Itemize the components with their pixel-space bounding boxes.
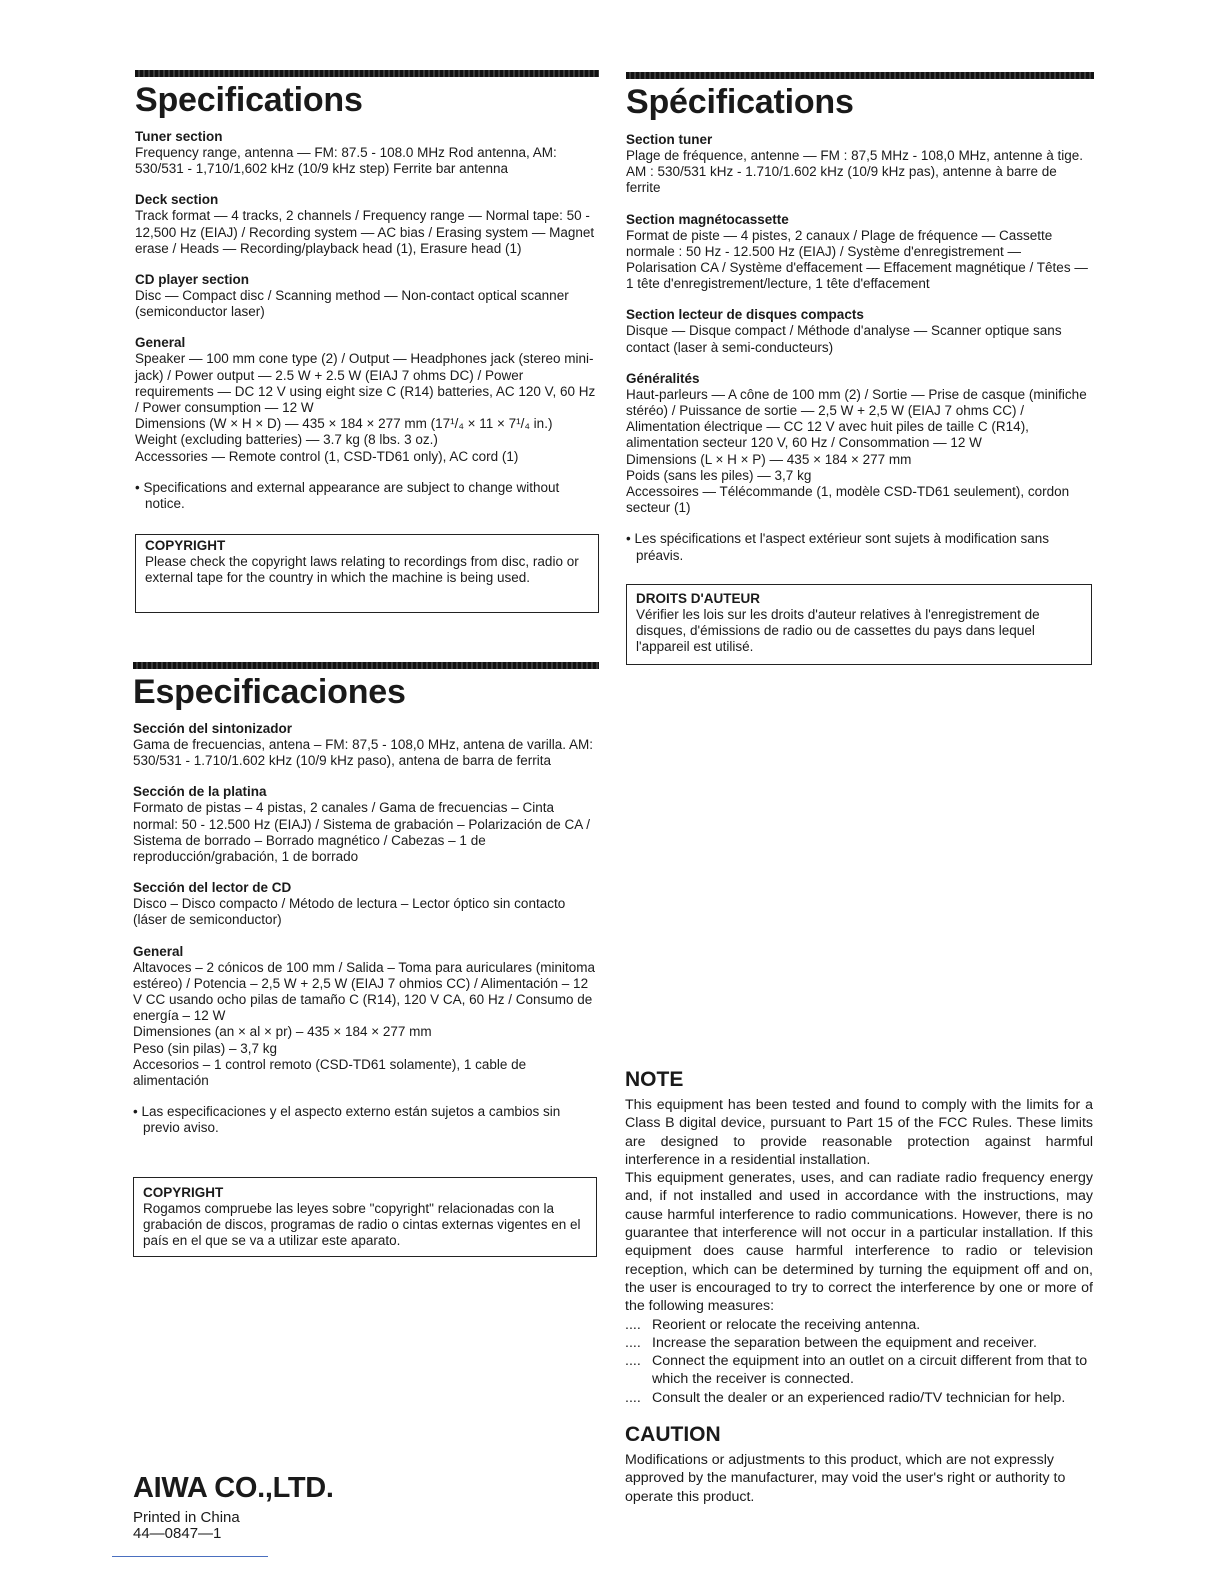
measure-item (625, 1334, 1093, 1352)
general-dimensions: Dimensions (W × H × D) — 435 × 184 × 277 mm (17¹/₄ × 11 × 7¹/₄ in.) (135, 416, 553, 432)
footer-line (112, 1556, 268, 1557)
document-code: 44—0847—1 (133, 1525, 222, 1542)
copyright-text: Rogamos compruebe las leyes sobre "copyright" relacionadas con la grabación de discos, programas de radio o cintas externas vigentes en el país en el que se va a utilizar este aparato. (143, 1201, 581, 1249)
note-paragraph-2: This equipment generates, uses, and can radiate radio frequency energy and, if not installed and used in accordance with the instructions, may cause harmful interference to radio communications. However, there is no guarantee that interference will not occur in a particular installation. If this equipment does cause harmful interference to radio or television reception, which can be determined by turning the equipment off and on, the user is encouraged to try to correct the interference by one or more of the following measures: (625, 1170, 1093, 1315)
fcc-note (625, 1068, 1093, 1506)
measure-dots: .... (625, 1353, 641, 1370)
printed-in: Printed in China (133, 1509, 240, 1526)
general-heading: General (133, 943, 184, 959)
general-dimensions: Dimensiones (an × al × pr) – 435 × 184 × 277 mm (133, 1024, 432, 1040)
measure-text: Increase the separation between the equipment and receiver. (652, 1334, 1037, 1351)
tuner-heading: Section tuner (626, 132, 713, 147)
measure-text: Connect the equipment into an outlet on a circuit different from that to which the receiver is connected. (652, 1353, 1088, 1388)
french-specifications (626, 72, 1094, 564)
cd-heading: CD player section (135, 272, 250, 288)
cd-body: Disque — Disque compact / Méthode d'analyse — Scanner optique sans contact (laser à semi-conducteurs) (626, 323, 1062, 355)
deck-body: Track format — 4 tracks, 2 channels / Frequency range — Normal tape: 50 - 12,500 Hz (EIAJ) / Recording system — AC bias / Erasing system — Magnet erase / Heads — Recording/playback head (1), Erasure head (1) (135, 208, 595, 256)
general-accessories: Accessoires — Télécommande (1, modèle CSD-TD61 seulement), cordon secteur (1) (626, 484, 1070, 516)
french-copyright-box (626, 584, 1092, 665)
deck-heading: Section magnétocassette (626, 211, 789, 227)
tuner-body: Plage de fréquence, antenne — FM : 87,5 MHz - 108,0 MHz, antenne à tige. AM : 530/531 kHz - 1.710/1.602 kHz (10/9 kHz pas), antenne à barre de ferrite (626, 148, 1084, 196)
general-accessories: Accessories — Remote control (1, CSD-TD61 only), AC cord (1) (135, 448, 519, 464)
tuner-heading: Sección del sintonizador (133, 721, 293, 736)
deck-body: Formato de pistas – 4 pistas, 2 canales / Gama de frecuencias – Cinta normal: 50 - 12.500 Hz (EIAJ) / Sistema de grabación – Polarización de CA / Sistema de borrado – Borrado magnético / Cabezas – 1 de reproducción/grabación, 1 de borrado (133, 800, 590, 865)
change-notice: • Specifications and external appearance are subject to change without notice. (135, 479, 560, 512)
change-notice: • Las especificaciones y el aspecto externo están sujetos a cambios sin previo aviso. (133, 1104, 561, 1136)
copyright-title: COPYRIGHT (143, 1185, 224, 1200)
general-body: Altavoces – 2 cónicos de 100 mm / Salida – Toma para auriculares (minitoma estéreo) / Potencia – 2,5 W + 2,5 W (EIAJ 7 ohmios CC) / Alimentación – 12 V CC usando ocho pilas de tamaño C (R14), 120 V CA, 60 Hz / Consumo de energía – 12 W (133, 959, 595, 1024)
general-body: Speaker — 100 mm cone type (2) / Output — Headphones jack (stereo mini-jack) / Power output — 2.5 W + 2.5 W (EIAJ 7 ohms DC) / Power requirements — DC 12 V using eight size C (R14) batteries, AC 120 V, 60 Hz / Power consumption — 12 W (135, 351, 596, 416)
general-weight: Peso (sin pilas) – 3,7 kg (133, 1040, 278, 1056)
copyright-text: Vérifier les lois sur les droits d'auteur relatives à l'enregistrement de disques, d'émissions de radio ou de cassettes du pays dans lequel l'appareil est utilisé. (636, 607, 1040, 655)
measure-text: Consult the dealer or an experienced radio/TV technician for help. (652, 1389, 1066, 1406)
caution-text: Modifications or adjustments to this product, which are not expressly approved by the manufacturer, may void the user's right or authority to operate this product. (625, 1452, 1066, 1505)
measure-dots: .... (625, 1316, 641, 1333)
section-rule (626, 72, 1094, 79)
cd-heading: Section lecteur de disques compacts (626, 307, 864, 323)
english-specifications (135, 70, 599, 512)
spanish-copyright-box (133, 1177, 597, 1257)
measure-item (625, 1316, 1093, 1334)
cd-body: Disc — Compact disc / Scanning method — Non-contact optical scanner (semiconductor laser) (135, 288, 569, 320)
measure-dots: .... (625, 1389, 641, 1406)
brand-logo: AIWA CO.,LTD. (133, 1472, 334, 1504)
change-notice: • Les spécifications et l'aspect extérieur sont sujets à modification sans préavis. (626, 531, 1050, 563)
copyright-title: DROITS D'AUTEUR (636, 591, 760, 606)
english-title: Specifications (135, 81, 363, 119)
tuner-heading: Tuner section (135, 129, 223, 144)
deck-heading: Sección de la platina (133, 784, 267, 800)
french-title: Spécifications (626, 83, 854, 121)
section-rule (133, 662, 599, 669)
measure-dots: .... (625, 1334, 641, 1351)
spanish-specifications (133, 662, 599, 1137)
cd-heading: Sección del lector de CD (133, 880, 292, 896)
measure-item (625, 1352, 1093, 1389)
deck-body: Format de piste — 4 pistes, 2 canaux / Plage de fréquence — Cassette normale : 50 Hz - 12.500 Hz (EIAJ) / Système d'enregistrement — Polarisation CA / Système d'effacement — Effacement magnétique / Têtes — 1 tête d'enregistrement/lecture, 1 tête d'effacement (626, 227, 1088, 292)
note-paragraph-1: This equipment has been tested and found to comply with the limits for a Class B digital device, pursuant to Part 15 of the FCC Rules. These limits are designed to provide reasonable protection against harmful interference in a residential installation. (625, 1097, 1093, 1168)
general-dimensions: Dimensions (L × H × P) — 435 × 184 × 277 mm (626, 451, 912, 467)
tuner-body: Gama de frecuencias, antena – FM: 87,5 - 108,0 MHz, antena de varilla. AM: 530/531 - 1.710/1.602 kHz (10/9 kHz paso), antena de barra de ferrita (133, 737, 593, 769)
general-body: Haut-parleurs — A cône de 100 mm (2) / Sortie — Prise de casque (minifiche stéréo) / Puissance de sortie — 2,5 W + 2,5 W (EIAJ 7 ohms CC) / Alimentation électrique — CC 12 V avec huit piles de taille C (R14), alimentation secteur 120 V, 60 Hz / Consommation — 12 W (626, 386, 1087, 451)
general-heading: Généralités (626, 370, 700, 386)
deck-heading: Deck section (135, 192, 219, 208)
tuner-body: Frequency range, antenna — FM: 87.5 - 108.0 MHz Rod antenna, AM: 530/531 - 1,710/1,602 kHz (10/9 kHz step) Ferrite bar antenna (135, 145, 557, 177)
note-heading: NOTE (625, 1068, 684, 1091)
general-weight: Weight (excluding batteries) — 3.7 kg (8 lbs. 3 oz.) (135, 432, 438, 448)
spanish-title: Especificaciones (133, 673, 406, 711)
measure-item (625, 1389, 1093, 1407)
english-copyright-box (135, 534, 599, 613)
caution-heading: CAUTION (625, 1423, 721, 1447)
general-accessories: Accesorios – 1 control remoto (CSD-TD61 solamente), 1 cable de alimentación (133, 1056, 527, 1089)
general-heading: General (135, 335, 186, 351)
section-rule (135, 70, 599, 77)
measure-text: Reorient or relocate the receiving antenna. (652, 1316, 921, 1333)
cd-body: Disco – Disco compacto / Método de lectura – Lector óptico sin contacto (láser de semiconductor) (133, 896, 566, 928)
copyright-text: Please check the copyright laws relating to recordings from disc, radio or external tape for the country in which the machine is being used. (145, 554, 579, 586)
copyright-title: COPYRIGHT (145, 538, 226, 553)
general-weight: Poids (sans les piles) — 3,7 kg (626, 467, 812, 483)
